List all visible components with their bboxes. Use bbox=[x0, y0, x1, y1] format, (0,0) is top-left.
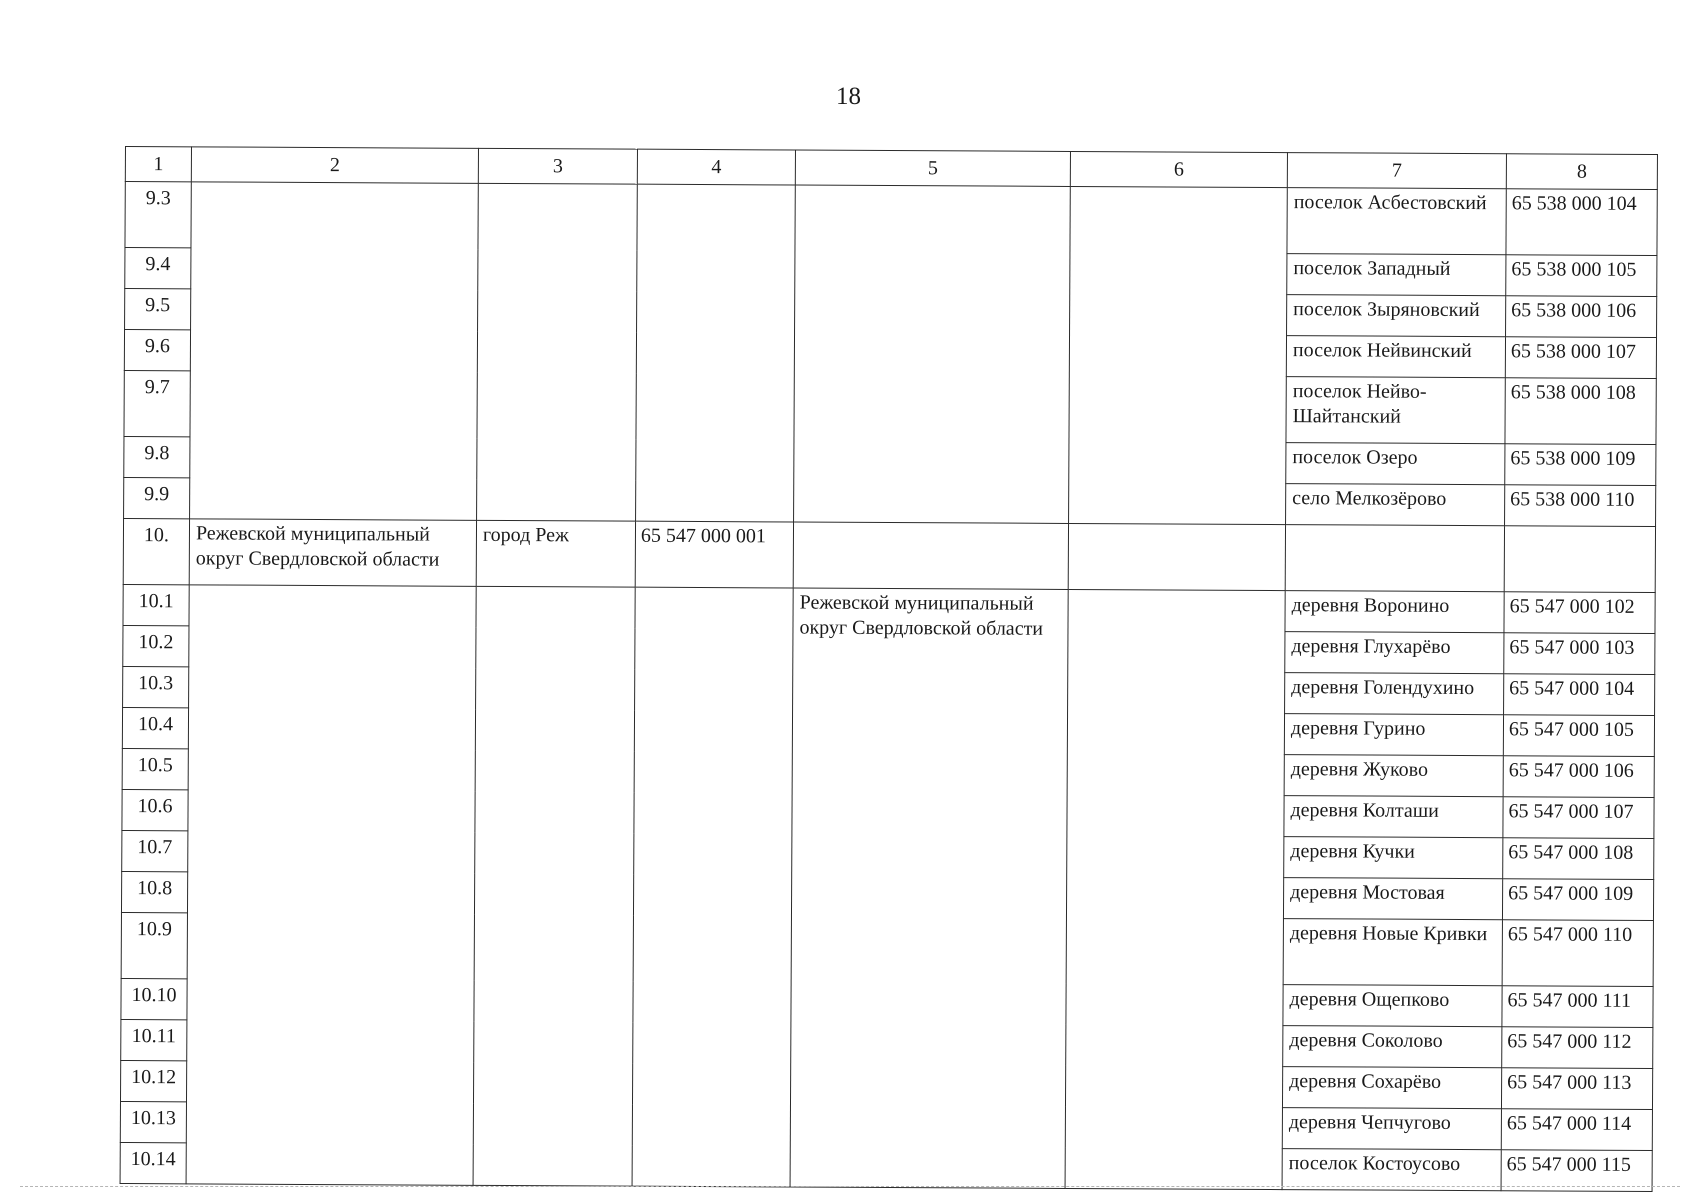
header-cell-7: 7 bbox=[1287, 153, 1506, 189]
table-row bbox=[125, 182, 1657, 256]
row-number: 10.5 bbox=[122, 748, 188, 789]
empty-cell-col4 bbox=[632, 587, 793, 1187]
locality-name: поселок Нейво-Шайтанский bbox=[1286, 377, 1505, 444]
empty-cell-col7 bbox=[1285, 525, 1504, 592]
page-number: 18 bbox=[836, 83, 861, 110]
row-number: 9.5 bbox=[125, 289, 191, 330]
row-number: 10.11 bbox=[121, 1019, 187, 1060]
settlements-table bbox=[120, 146, 1658, 1192]
empty-cell-col4 bbox=[636, 184, 796, 522]
empty-cell-col6 bbox=[1065, 589, 1285, 1189]
oktmo-code: 65 547 000 104 bbox=[1504, 674, 1655, 716]
empty-cell-col5 bbox=[793, 522, 1068, 589]
header-cell-3: 3 bbox=[478, 148, 637, 184]
locality-name: деревня Жуково bbox=[1284, 755, 1503, 797]
row-number: 10.7 bbox=[122, 830, 188, 871]
row-number: 9.4 bbox=[125, 248, 191, 289]
row-number: 10.9 bbox=[121, 912, 187, 978]
empty-cell-col3 bbox=[473, 586, 635, 1186]
locality-name: деревня Мостовая bbox=[1283, 878, 1502, 920]
empty-cell-col5 bbox=[794, 185, 1071, 523]
oktmo-code: 65 538 000 109 bbox=[1505, 444, 1656, 486]
empty-cell-col2 bbox=[190, 182, 479, 520]
oktmo-code: 65 547 000 115 bbox=[1501, 1150, 1652, 1192]
row-number: 10.13 bbox=[120, 1101, 186, 1142]
admin-center: город Реж bbox=[476, 520, 635, 587]
oktmo-code: 65 547 000 114 bbox=[1501, 1109, 1652, 1151]
oktmo-code: 65 547 000 113 bbox=[1501, 1068, 1652, 1110]
row-number: 10.6 bbox=[122, 789, 188, 830]
district-code: 65 547 000 001 bbox=[635, 521, 793, 588]
oktmo-code: 65 547 000 105 bbox=[1503, 715, 1654, 757]
oktmo-code: 65 538 000 104 bbox=[1506, 189, 1657, 256]
locality-name: поселок Асбестовский bbox=[1287, 188, 1506, 255]
row-number: 10.1 bbox=[123, 584, 189, 625]
row-number: 9.6 bbox=[124, 330, 190, 371]
oktmo-code: 65 547 000 110 bbox=[1502, 920, 1653, 987]
locality-name: деревня Воронино bbox=[1285, 591, 1504, 633]
locality-name: деревня Колташи bbox=[1284, 796, 1503, 838]
oktmo-code: 65 538 000 107 bbox=[1505, 337, 1656, 379]
district-number: 10. bbox=[123, 518, 189, 584]
oktmo-code: 65 538 000 108 bbox=[1505, 378, 1656, 445]
header-cell-8: 8 bbox=[1506, 154, 1657, 190]
row-number: 10.2 bbox=[123, 625, 189, 666]
empty-cell-col8 bbox=[1504, 526, 1655, 593]
settlement-municipality: Режевской муниципальный округ Свердловской области bbox=[790, 588, 1068, 1188]
locality-name: деревня Гурино bbox=[1284, 714, 1503, 756]
locality-name: деревня Новые Кривки bbox=[1283, 919, 1502, 986]
district-row bbox=[123, 518, 1655, 592]
locality-name: поселок Нейвинский bbox=[1286, 336, 1505, 378]
oktmo-code: 65 547 000 108 bbox=[1503, 838, 1654, 880]
header-cell-6: 6 bbox=[1070, 151, 1287, 187]
row-number: 10.14 bbox=[120, 1142, 186, 1183]
locality-name: деревня Чепчугово bbox=[1282, 1108, 1501, 1150]
locality-name: деревня Сохарёво bbox=[1282, 1067, 1501, 1109]
row-number: 10.3 bbox=[123, 666, 189, 707]
locality-name: деревня Глухарёво bbox=[1285, 632, 1504, 674]
locality-name: деревня Ощепково bbox=[1283, 985, 1502, 1027]
scan-edge-line bbox=[20, 1186, 1680, 1187]
row-number: 10.12 bbox=[120, 1060, 186, 1101]
oktmo-code: 65 547 000 112 bbox=[1502, 1027, 1653, 1069]
row-number: 9.8 bbox=[124, 436, 190, 477]
row-number: 9.3 bbox=[125, 182, 191, 248]
oktmo-code: 65 538 000 105 bbox=[1506, 255, 1657, 297]
municipality-name: Режевской муниципальный округ Свердловской области bbox=[189, 519, 476, 587]
table-body bbox=[120, 147, 1657, 1192]
header-cell-2: 2 bbox=[191, 147, 478, 184]
oktmo-code: 65 547 000 103 bbox=[1504, 633, 1655, 675]
locality-name: село Мелкозёрово bbox=[1286, 484, 1505, 526]
locality-name: поселок Костоусово bbox=[1282, 1149, 1501, 1191]
oktmo-code: 65 547 000 111 bbox=[1502, 986, 1653, 1028]
table-row bbox=[123, 584, 1655, 633]
oktmo-code: 65 547 000 109 bbox=[1502, 879, 1653, 921]
locality-name: поселок Озеро bbox=[1286, 443, 1505, 485]
locality-name: деревня Соколово bbox=[1283, 1026, 1502, 1068]
row-number: 10.8 bbox=[121, 871, 187, 912]
locality-name: поселок Зыряновский bbox=[1287, 295, 1506, 337]
header-cell-5: 5 bbox=[795, 150, 1070, 186]
empty-cell-col6 bbox=[1069, 186, 1288, 524]
row-number: 9.7 bbox=[124, 370, 190, 436]
oktmo-code: 65 547 000 106 bbox=[1503, 756, 1654, 798]
header-cell-4: 4 bbox=[637, 149, 795, 185]
row-number: 10.10 bbox=[121, 978, 187, 1019]
empty-cell-col2 bbox=[186, 585, 476, 1185]
empty-cell-col6 bbox=[1068, 523, 1285, 590]
header-cell-1: 1 bbox=[125, 147, 191, 182]
row-number: 9.9 bbox=[124, 477, 190, 518]
locality-name: поселок Западный bbox=[1287, 254, 1506, 296]
empty-cell-col3 bbox=[477, 183, 638, 521]
locality-name: деревня Голендухино bbox=[1285, 673, 1504, 715]
locality-name: деревня Кучки bbox=[1284, 837, 1503, 879]
oktmo-code: 65 538 000 106 bbox=[1506, 296, 1657, 338]
oktmo-code: 65 547 000 102 bbox=[1504, 592, 1655, 634]
row-number: 10.4 bbox=[122, 707, 188, 748]
oktmo-code: 65 538 000 110 bbox=[1505, 485, 1656, 527]
oktmo-code: 65 547 000 107 bbox=[1503, 797, 1654, 839]
